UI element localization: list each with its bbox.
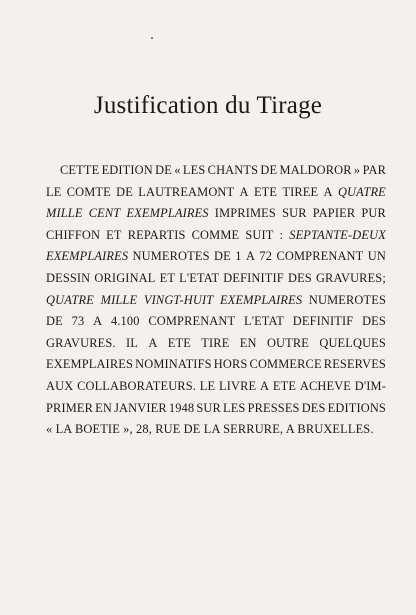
word: PAPIER: [312, 206, 356, 221]
word: DEFINITIF: [292, 314, 354, 329]
paragraph-line-1: [46, 160, 386, 182]
word: 1948: [168, 400, 195, 415]
paragraph-line-12: [46, 398, 386, 420]
word: SUR: [282, 206, 307, 221]
word: SEPTANTE-DEUX: [289, 227, 386, 242]
word: LES: [222, 400, 246, 415]
word: CETTE: [60, 163, 100, 177]
paragraph-line-6: [46, 268, 386, 290]
word: ETE: [272, 378, 297, 393]
word: MALDOROR: [279, 163, 352, 177]
word: JANVIER: [114, 400, 167, 415]
word: COMME: [191, 227, 240, 242]
word: DES: [301, 400, 326, 415]
word: MILLE: [46, 206, 83, 221]
justification-paragraph: [46, 160, 386, 441]
word: COMMERCE: [249, 357, 322, 372]
word: 73: [71, 314, 85, 329]
word: A: [93, 314, 103, 329]
word: PUR: [361, 206, 386, 221]
word: EDITION: [101, 163, 153, 177]
word: TIREE: [282, 184, 319, 199]
word: MILLE: [100, 292, 138, 307]
word: COMTE: [66, 184, 111, 199]
paragraph-line-3: [46, 203, 386, 225]
word: A: [245, 249, 256, 264]
word: ACHEVE: [299, 378, 352, 393]
word: DE: [116, 184, 133, 199]
word: GRAVURES.: [46, 335, 116, 350]
word: REPARTIS: [127, 227, 186, 242]
word: EN: [239, 335, 257, 350]
word: DE: [155, 163, 172, 177]
word: QUATRE: [337, 184, 386, 199]
word: QUATRE: [46, 292, 94, 307]
word: A: [323, 184, 333, 199]
paragraph-line-7: [46, 290, 386, 312]
word: CENT: [88, 206, 121, 221]
word: DES: [362, 314, 386, 329]
word: :: [279, 227, 284, 242]
word: DE: [214, 249, 231, 264]
word: ET: [106, 227, 122, 242]
word: VINGT-HUIT: [143, 292, 214, 307]
word: ET: [159, 270, 176, 285]
word: 1: [235, 249, 242, 264]
word: QUELQUES: [319, 335, 386, 350]
word: RESERVES: [323, 357, 386, 372]
paragraph-line-9: [46, 333, 386, 355]
word: COLLABORATEURS.: [77, 378, 197, 393]
word: PAR: [362, 163, 386, 177]
word: DEFINITIF: [223, 270, 284, 285]
paragraph-line-2: [46, 182, 386, 204]
word: EXEMPLAIRES: [46, 249, 129, 264]
word: NOMINATIFS: [135, 357, 212, 372]
word: LAUTREAMONT: [138, 184, 235, 199]
word: EDITIONS: [327, 400, 386, 415]
word: GRAVURES;: [315, 270, 386, 285]
word: EXEMPLAIRES: [220, 292, 303, 307]
paragraph-line-11: [46, 376, 386, 398]
word: L'ETAT: [179, 270, 220, 285]
word: ETE: [167, 335, 191, 350]
word: UN: [367, 249, 386, 264]
word: PRIMER: [46, 400, 94, 415]
word: OUTRE: [266, 335, 309, 350]
word: CHANTS: [207, 163, 259, 177]
word: DE: [260, 163, 278, 177]
word: ETE: [253, 184, 278, 199]
word: NUMEROTES: [308, 292, 386, 307]
word: SUIT: [245, 227, 274, 242]
word: ORIGINAL: [94, 270, 156, 285]
word: LIVRE: [219, 378, 257, 393]
word: LE: [199, 378, 216, 393]
word: CHIFFON: [46, 227, 101, 242]
paragraph-line-10: [46, 354, 386, 376]
word: A: [148, 335, 158, 350]
word: D'IM-: [354, 378, 386, 393]
word: EN: [95, 400, 112, 415]
word: LE: [46, 184, 62, 199]
paragraph-line-5: [46, 246, 386, 268]
word: IMPRIMES: [214, 206, 276, 221]
word: AUX: [46, 378, 74, 393]
paragraph-line-4: [46, 225, 386, 247]
word: PRESSES: [247, 400, 300, 415]
word: A: [260, 378, 270, 393]
page-title: Justification du Tirage: [93, 92, 323, 119]
page-speck: [151, 37, 153, 39]
paragraph-line-8: [46, 311, 386, 333]
word: A: [239, 184, 249, 199]
word: 72: [259, 249, 273, 264]
word: COMPRENANT: [276, 249, 364, 264]
word: EXEMPLAIRES: [126, 206, 209, 221]
word: IL: [125, 335, 138, 350]
word: L'ETAT: [243, 314, 284, 329]
word: TIRE: [201, 335, 230, 350]
word: NUMEROTES: [132, 249, 210, 264]
word: DES: [287, 270, 312, 285]
word: EXEMPLAIRES: [46, 357, 134, 372]
word: »: [353, 163, 361, 177]
word: HORS: [213, 357, 248, 372]
word: COMPRENANT: [148, 314, 236, 329]
text-run: « LA BOETIE », 28, RUE DE LA SERRURE, A BRUXELLES.: [46, 422, 374, 437]
word: SUR: [196, 400, 221, 415]
paragraph-line-13: [46, 419, 386, 441]
word: 4.100: [110, 314, 140, 329]
word: «: [174, 163, 181, 177]
word: DESSIN: [46, 270, 91, 285]
word: LES: [182, 163, 206, 177]
word: DE: [46, 314, 63, 329]
